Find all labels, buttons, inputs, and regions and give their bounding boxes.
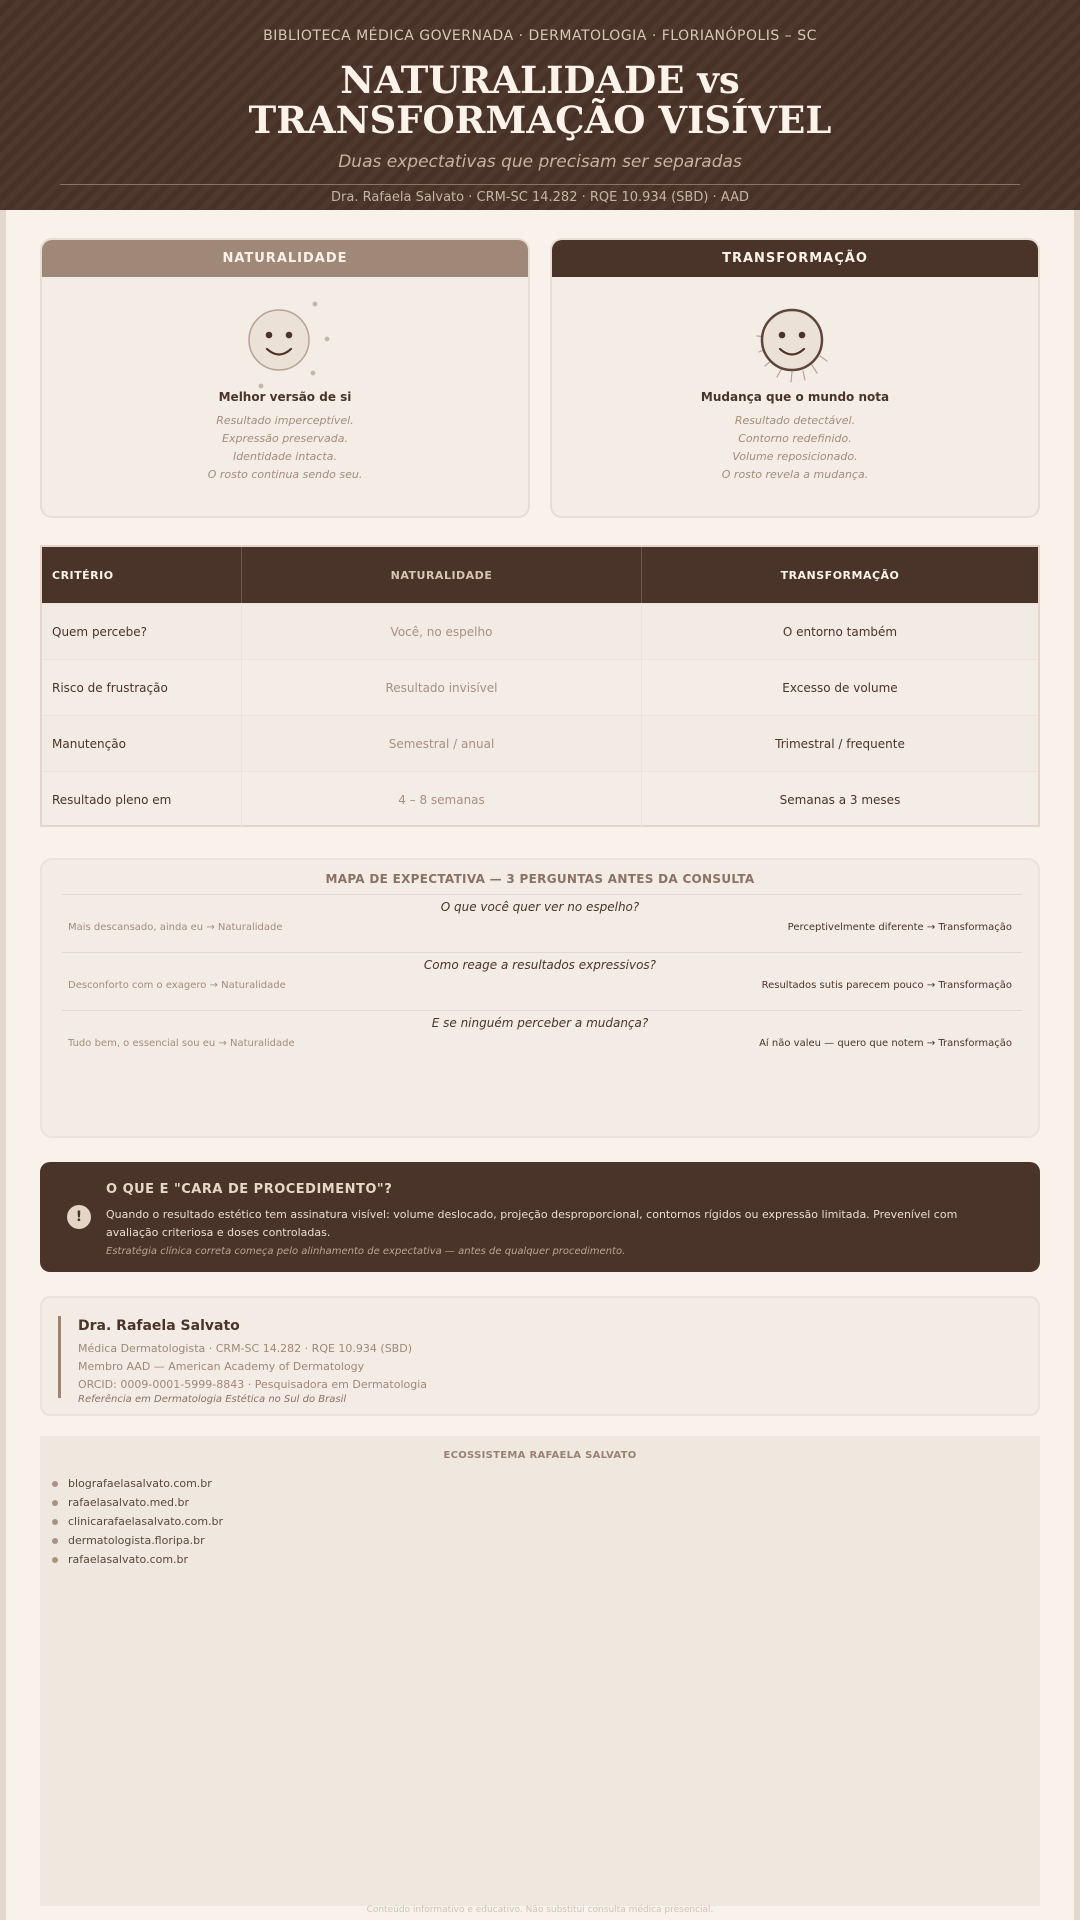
map-title: MAPA DE EXPECTATIVA — 3 PERGUNTAS ANTES DA CONSULTA [325, 872, 755, 886]
doctor-orcid: ORCID: 0009-0001-5999-8843 · Pesquisadora em Dermatologia [78, 1378, 428, 1391]
header-topline: BIBLIOTECA MÉDICA GOVERNADA · DERMATOLOGIA · FLORIANÓPOLIS – SC [263, 28, 817, 44]
alert-title: O QUE E "CARA DE PROCEDIMENTO"? [106, 1182, 393, 1197]
card-line: Identidade intacta. [233, 450, 337, 463]
table-row [42, 715, 1038, 771]
table-cell: Quem percebe? [42, 604, 242, 659]
card-line: Expressão preservada. [222, 432, 348, 445]
map-divider [62, 894, 1022, 895]
map-divider [62, 952, 1022, 953]
card-naturalidade-title: Melhor versão de si [218, 390, 352, 404]
table-cell: 4 – 8 semanas [242, 772, 642, 827]
card-transformacao-lines [552, 412, 1038, 484]
ecosystem-link[interactable] [52, 1512, 223, 1531]
ecosystem-link-label: blografaelasalvato.com.br [68, 1477, 212, 1490]
card-transformacao-title: Mudança que o mundo nota [700, 390, 890, 404]
ecosystem-link-label: clinicarafaelasalvato.com.br [68, 1515, 224, 1528]
doctor-name: Dra. Rafaela Salvato [78, 1318, 240, 1334]
bullet-icon [52, 1519, 58, 1525]
doctor-card [40, 1296, 1040, 1416]
title-line-1: NATURALIDADE vs [340, 58, 740, 102]
table-body [42, 603, 1038, 827]
map-question: Como reage a resultados expressivos? [423, 958, 657, 972]
table-header-naturalidade: NATURALIDADE [242, 547, 642, 603]
map-answer-naturalidade: Tudo bem, o essencial sou eu → Naturalidade [68, 1038, 295, 1049]
map-answer-transformacao: Aí não valeu — quero que notem → Transformação [759, 1038, 1012, 1049]
map-divider [62, 1010, 1022, 1011]
table-cell: Risco de frustração [42, 660, 242, 715]
page-title [0, 60, 1080, 140]
card-naturalidade [40, 238, 530, 518]
exclamation-icon: ! [67, 1205, 91, 1229]
header-divider [60, 184, 1020, 185]
expectation-map [40, 858, 1040, 1138]
header-credentials: Dra. Rafaela Salvato · CRM-SC 14.282 · RQE 10.934 (SBD) · AAD [331, 190, 749, 205]
page-header [0, 0, 1080, 210]
table-cell: Excesso de volume [782, 680, 898, 695]
table-cell: Resultado pleno em [42, 772, 242, 827]
table-cell: O entorno também [782, 624, 898, 639]
table-row [42, 659, 1038, 715]
ecosystem-link-label: rafaelasalvato.med.br [68, 1496, 190, 1509]
bullet-icon [52, 1500, 58, 1506]
bullet-icon [52, 1557, 58, 1563]
alert-note: Estratégia clínica correta começa pelo alinhamento de expectativa — antes de qualquer procedimento. [106, 1246, 626, 1257]
table-header-row [42, 547, 1038, 603]
ecosystem-link[interactable] [52, 1474, 223, 1493]
card-line: O rosto continua sendo seu. [207, 468, 363, 481]
bullet-icon [52, 1538, 58, 1544]
map-answer-transformacao: Perceptivelmente diferente → Transformação [787, 922, 1012, 933]
card-naturalidade-lines [42, 412, 528, 484]
map-answer-naturalidade: Desconforto com o exagero → Naturalidade [68, 980, 286, 991]
table-cell: Semestral / anual [242, 716, 642, 771]
comparison-table [40, 545, 1040, 827]
card-line: Resultado detectável. [734, 414, 856, 427]
ecosystem-link-list [52, 1474, 223, 1569]
map-answer-transformacao: Resultados sutis parecem pouco → Transformação [761, 980, 1012, 991]
smiley-face-icon [237, 294, 337, 394]
page-subtitle: Duas expectativas que precisam ser separadas [338, 152, 742, 172]
card-line: O rosto revela a mudança. [721, 468, 869, 481]
ecosystem-title: ECOSSISTEMA RAFAELA SALVATO [443, 1450, 637, 1461]
doctor-membership: Membro AAD — American Academy of Dermatology [78, 1360, 365, 1373]
table-row [42, 603, 1038, 659]
alert-text: Quando o resultado estético tem assinatura visível: volume deslocado, projeção desproporcional, contornos rígidos ou expressão limitada. Prevenível com avaliação criteriosa e doses controladas. [106, 1208, 958, 1239]
card-line: Volume reposicionado. [732, 450, 858, 463]
map-question: O que você quer ver no espelho? [440, 900, 640, 914]
map-question: E se ninguém perceber a mudança? [431, 1016, 649, 1030]
map-answer-naturalidade: Mais descansado, ainda eu → Naturalidade [68, 922, 283, 933]
table-cell: Semanas a 3 meses [779, 792, 901, 807]
page-edge-left [0, 210, 6, 1920]
card-line: Resultado imperceptível. [216, 414, 354, 427]
ecosystem-panel [40, 1436, 1040, 1906]
radiant-smiley-face-icon [747, 294, 847, 394]
page-edge-right [1074, 210, 1080, 1920]
table-cell: Manutenção [42, 716, 242, 771]
ecosystem-link[interactable] [52, 1493, 223, 1512]
doctor-accent-bar [58, 1316, 61, 1398]
ecosystem-link-label: rafaelasalvato.com.br [68, 1553, 189, 1566]
card-line: Contorno redefinido. [738, 432, 852, 445]
table-header-transformacao: TRANSFORMAÇÃO [780, 568, 900, 582]
title-line-2: TRANSFORMAÇÃO VISÍVEL [248, 98, 832, 142]
table-cell: Trimestral / frequente [775, 736, 905, 751]
table-cell: Você, no espelho [242, 604, 642, 659]
card-transformacao [550, 238, 1040, 518]
doctor-reference: Referência em Dermatologia Estética no Sul do Brasil [78, 1394, 347, 1405]
card-naturalidade-header: NATURALIDADE [42, 240, 528, 277]
table-header-criterio: CRITÉRIO [42, 547, 242, 603]
ecosystem-link-label: dermatologista.floripa.br [68, 1534, 205, 1547]
table-cell: Resultado invisível [242, 660, 642, 715]
card-transformacao-header: TRANSFORMAÇÃO [552, 240, 1038, 277]
bullet-icon [52, 1481, 58, 1487]
procedure-face-alert [40, 1162, 1040, 1272]
doctor-credentials: Médica Dermatologista · CRM-SC 14.282 · RQE 10.934 (SBD) [78, 1342, 412, 1355]
ecosystem-link[interactable] [52, 1550, 223, 1569]
footer-disclaimer: Conteúdo informativo e educativo. Não substitui consulta médica presencial. [366, 1905, 714, 1915]
ecosystem-link[interactable] [52, 1531, 223, 1550]
table-row [42, 771, 1038, 827]
